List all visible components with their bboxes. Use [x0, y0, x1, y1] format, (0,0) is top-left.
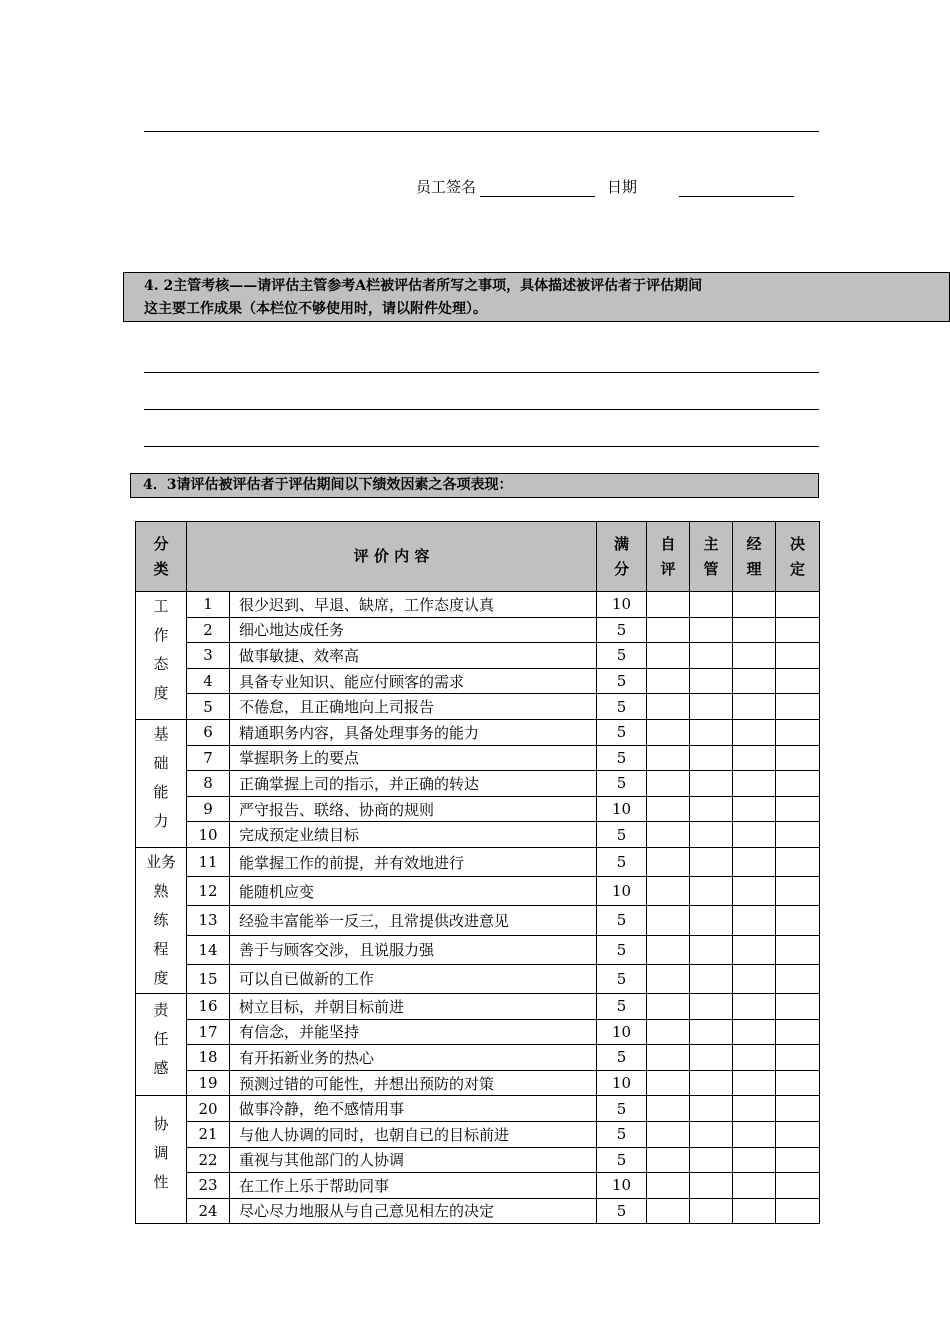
writing-line-3[interactable] [144, 446, 819, 447]
supervisor-score-cell[interactable] [690, 1070, 733, 1096]
self-score-cell[interactable] [647, 1147, 690, 1173]
decision-score-cell[interactable] [776, 1173, 820, 1199]
full-score-value: 5 [597, 643, 647, 669]
section-4-2-line1: 4. 2主管考核——请评估主管参考A栏被评估者所写之事项，具体描述被评估者于评估期间 [144, 278, 703, 294]
supervisor-score-cell[interactable] [690, 822, 733, 848]
decision-score-cell[interactable] [776, 668, 820, 694]
item-number: 18 [187, 1045, 230, 1071]
decision-score-cell[interactable] [776, 771, 820, 797]
manager-score-cell[interactable] [733, 592, 776, 618]
item-number: 23 [187, 1173, 230, 1199]
self-score-cell[interactable] [647, 1019, 690, 1045]
supervisor-score-cell[interactable] [690, 592, 733, 618]
header-decision: 决 定 [776, 522, 820, 592]
item-description: 具备专业知识、能应付顾客的需求 [230, 668, 597, 694]
self-score-cell[interactable] [647, 592, 690, 618]
item-description: 尽心尽力地服从与自己意见相左的决定 [230, 1198, 597, 1224]
self-score-cell[interactable] [647, 1121, 690, 1147]
manager-score-cell[interactable] [733, 964, 776, 993]
self-score-cell[interactable] [647, 877, 690, 906]
category-char: 熟 [153, 881, 169, 900]
category-char: 础 [153, 753, 169, 772]
table-row [136, 993, 820, 1019]
section-4-3-header [130, 473, 819, 498]
item-description: 预测过错的可能性，并想出预防的对策 [230, 1070, 597, 1096]
item-description: 有信念，并能坚持 [230, 1019, 597, 1045]
decision-score-cell[interactable] [776, 1096, 820, 1122]
table-row [136, 1173, 820, 1199]
table-row [136, 1045, 820, 1071]
category-cell [136, 719, 187, 847]
self-score-cell[interactable] [647, 668, 690, 694]
self-score-cell[interactable] [647, 617, 690, 643]
manager-score-cell[interactable] [733, 1198, 776, 1224]
supervisor-score-cell[interactable] [690, 1173, 733, 1199]
full-score-value: 5 [597, 668, 647, 694]
category-cell [136, 592, 187, 720]
full-score-value: 5 [597, 617, 647, 643]
writing-line-1[interactable] [144, 372, 819, 373]
item-description: 树立目标，并朝目标前进 [230, 993, 597, 1019]
manager-score-cell[interactable] [733, 935, 776, 964]
table-row [136, 745, 820, 771]
item-number: 21 [187, 1121, 230, 1147]
category-char: 力 [153, 811, 169, 830]
self-score-cell[interactable] [647, 1070, 690, 1096]
item-number: 17 [187, 1019, 230, 1045]
item-number: 6 [187, 719, 230, 745]
item-number: 19 [187, 1070, 230, 1096]
supervisor-score-cell[interactable] [690, 1147, 733, 1173]
item-number: 5 [187, 694, 230, 720]
item-description: 可以自已做新的工作 [230, 964, 597, 993]
item-number: 14 [187, 935, 230, 964]
full-score-value: 5 [597, 694, 647, 720]
table-row [136, 643, 820, 669]
decision-score-cell[interactable] [776, 935, 820, 964]
category-char: 能 [153, 782, 169, 801]
category-cell [136, 847, 187, 993]
category-char: 度 [153, 968, 169, 987]
item-number: 20 [187, 1096, 230, 1122]
manager-score-cell[interactable] [733, 1147, 776, 1173]
category-char: 性 [153, 1173, 169, 1192]
header-full-score: 满 分 [597, 522, 647, 592]
category-char: 业务 [145, 852, 176, 871]
manager-score-cell[interactable] [733, 617, 776, 643]
manager-score-cell[interactable] [733, 906, 776, 935]
header-manager: 经 理 [733, 522, 776, 592]
self-score-cell[interactable] [647, 643, 690, 669]
writing-line-top [144, 131, 819, 132]
table-row [136, 906, 820, 935]
category-char: 协 [153, 1115, 169, 1134]
full-score-value: 10 [597, 796, 647, 822]
item-number: 9 [187, 796, 230, 822]
item-description: 重视与其他部门的人协调 [230, 1147, 597, 1173]
decision-score-cell[interactable] [776, 906, 820, 935]
full-score-value: 5 [597, 719, 647, 745]
full-score-value: 5 [597, 1045, 647, 1071]
supervisor-score-cell[interactable] [690, 617, 733, 643]
decision-score-cell[interactable] [776, 1070, 820, 1096]
full-score-value: 5 [597, 1198, 647, 1224]
table-row [136, 668, 820, 694]
item-description: 掌握职务上的要点 [230, 745, 597, 771]
table-row [136, 877, 820, 906]
decision-score-cell[interactable] [776, 1147, 820, 1173]
table-row [136, 1096, 820, 1122]
category-char: 练 [153, 910, 169, 929]
table-row [136, 617, 820, 643]
manager-score-cell[interactable] [733, 643, 776, 669]
manager-score-cell[interactable] [733, 796, 776, 822]
header-content: 评 价 内 容 [187, 522, 597, 592]
supervisor-score-cell[interactable] [690, 668, 733, 694]
category-char: 调 [153, 1144, 169, 1163]
manager-score-cell[interactable] [733, 694, 776, 720]
manager-score-cell[interactable] [733, 993, 776, 1019]
supervisor-score-cell[interactable] [690, 1198, 733, 1224]
employee-signature-field[interactable] [480, 178, 595, 197]
manager-score-cell[interactable] [733, 822, 776, 848]
self-score-cell[interactable] [647, 1198, 690, 1224]
writing-line-2[interactable] [144, 409, 819, 410]
manager-score-cell[interactable] [733, 668, 776, 694]
manager-score-cell[interactable] [733, 1070, 776, 1096]
item-description: 精通职务内容，具备处理事务的能力 [230, 719, 597, 745]
full-score-value: 5 [597, 935, 647, 964]
self-score-cell[interactable] [647, 796, 690, 822]
manager-score-cell[interactable] [733, 847, 776, 876]
decision-score-cell[interactable] [776, 993, 820, 1019]
full-score-value: 5 [597, 1096, 647, 1122]
table-row [136, 822, 820, 848]
category-char: 感 [153, 1058, 169, 1077]
self-score-cell[interactable] [647, 694, 690, 720]
header-category: 分 类 [136, 522, 187, 592]
item-number: 16 [187, 993, 230, 1019]
item-number: 12 [187, 877, 230, 906]
decision-score-cell[interactable] [776, 719, 820, 745]
supervisor-score-cell[interactable] [690, 935, 733, 964]
full-score-value: 5 [597, 822, 647, 848]
category-cell [136, 993, 187, 1095]
item-description: 完成预定业绩目标 [230, 822, 597, 848]
supervisor-score-cell[interactable] [690, 964, 733, 993]
self-score-cell[interactable] [647, 745, 690, 771]
self-score-cell[interactable] [647, 719, 690, 745]
full-score-value: 5 [597, 993, 647, 1019]
category-char: 任 [153, 1029, 169, 1048]
section-4-2-line2: 这主要工作成果（本栏位不够使用时，请以附件处理）。 [144, 301, 487, 317]
category-char: 作 [153, 626, 169, 644]
full-score-value: 10 [597, 877, 647, 906]
item-number: 8 [187, 771, 230, 797]
manager-score-cell[interactable] [733, 1045, 776, 1071]
full-score-value: 5 [597, 1121, 647, 1147]
table-row [136, 592, 820, 618]
manager-score-cell[interactable] [733, 1121, 776, 1147]
table-row [136, 719, 820, 745]
category-cell [136, 1096, 187, 1224]
item-description: 能掌握工作的前提，并有效地进行 [230, 847, 597, 876]
full-score-value: 5 [597, 847, 647, 876]
self-score-cell[interactable] [647, 964, 690, 993]
item-description: 正确掌握上司的指示，并正确的转达 [230, 771, 597, 797]
item-number: 22 [187, 1147, 230, 1173]
manager-score-cell[interactable] [733, 1173, 776, 1199]
item-description: 有开拓新业务的热心 [230, 1045, 597, 1071]
item-number: 15 [187, 964, 230, 993]
item-description: 善于与顾客交涉，且说服力强 [230, 935, 597, 964]
decision-score-cell[interactable] [776, 592, 820, 618]
supervisor-score-cell[interactable] [690, 796, 733, 822]
self-score-cell[interactable] [647, 1045, 690, 1071]
self-score-cell[interactable] [647, 906, 690, 935]
supervisor-score-cell[interactable] [690, 771, 733, 797]
table-row [136, 1019, 820, 1045]
item-number: 4 [187, 668, 230, 694]
item-number: 10 [187, 822, 230, 848]
category-char: 态 [153, 655, 169, 673]
table-row [136, 1121, 820, 1147]
section-4-2-header [123, 272, 950, 322]
full-score-value: 5 [597, 771, 647, 797]
supervisor-score-cell[interactable] [690, 877, 733, 906]
item-number: 2 [187, 617, 230, 643]
full-score-value: 5 [597, 1147, 647, 1173]
category-char: 基 [153, 724, 169, 743]
item-description: 经验丰富能举一反三，且常提供改进意见 [230, 906, 597, 935]
manager-score-cell[interactable] [733, 1096, 776, 1122]
self-score-cell[interactable] [647, 771, 690, 797]
full-score-value: 10 [597, 1070, 647, 1096]
manager-score-cell[interactable] [733, 877, 776, 906]
item-number: 13 [187, 906, 230, 935]
decision-score-cell[interactable] [776, 694, 820, 720]
performance-evaluation-table [135, 521, 820, 1224]
full-score-value: 5 [597, 745, 647, 771]
category-char: 度 [153, 684, 169, 702]
manager-score-cell[interactable] [733, 745, 776, 771]
item-description: 严守报告、联络、协商的规则 [230, 796, 597, 822]
table-row [136, 694, 820, 720]
decision-score-cell[interactable] [776, 1045, 820, 1071]
decision-score-cell[interactable] [776, 822, 820, 848]
manager-score-cell[interactable] [733, 771, 776, 797]
item-number: 24 [187, 1198, 230, 1224]
supervisor-score-cell[interactable] [690, 906, 733, 935]
item-number: 3 [187, 643, 230, 669]
decision-score-cell[interactable] [776, 617, 820, 643]
item-description: 与他人协调的同时，也朝自已的目标前进 [230, 1121, 597, 1147]
supervisor-score-cell[interactable] [690, 1121, 733, 1147]
table-row [136, 1070, 820, 1096]
item-description: 细心地达成任务 [230, 617, 597, 643]
supervisor-score-cell[interactable] [690, 643, 733, 669]
table-header-row [136, 522, 820, 592]
supervisor-score-cell[interactable] [690, 1096, 733, 1122]
category-char: 工 [153, 597, 169, 615]
item-description: 能随机应变 [230, 877, 597, 906]
full-score-value: 10 [597, 1173, 647, 1199]
supervisor-score-cell[interactable] [690, 1019, 733, 1045]
decision-score-cell[interactable] [776, 1019, 820, 1045]
manager-score-cell[interactable] [733, 719, 776, 745]
supervisor-score-cell[interactable] [690, 719, 733, 745]
item-description: 很少迟到、早退、缺席，工作态度认真 [230, 592, 597, 618]
item-description: 做事敏捷、效率高 [230, 643, 597, 669]
supervisor-score-cell[interactable] [690, 993, 733, 1019]
signature-row [416, 176, 794, 197]
table-row [136, 796, 820, 822]
self-score-cell[interactable] [647, 1173, 690, 1199]
table-row [136, 964, 820, 993]
table-row [136, 771, 820, 797]
item-number: 11 [187, 847, 230, 876]
item-description: 在工作上乐于帮助同事 [230, 1173, 597, 1199]
employee-signature-label: 员工签名 [416, 178, 477, 196]
decision-score-cell[interactable] [776, 877, 820, 906]
table-row [136, 1147, 820, 1173]
date-field[interactable] [679, 178, 794, 197]
table-row [136, 847, 820, 876]
decision-score-cell[interactable] [776, 964, 820, 993]
date-label: 日期 [607, 178, 638, 196]
supervisor-score-cell[interactable] [690, 847, 733, 876]
decision-score-cell[interactable] [776, 847, 820, 876]
item-description: 做事冷静，绝不感情用事 [230, 1096, 597, 1122]
full-score-value: 5 [597, 906, 647, 935]
self-score-cell[interactable] [647, 935, 690, 964]
decision-score-cell[interactable] [776, 745, 820, 771]
full-score-value: 10 [597, 1019, 647, 1045]
supervisor-score-cell[interactable] [690, 745, 733, 771]
decision-score-cell[interactable] [776, 643, 820, 669]
supervisor-score-cell[interactable] [690, 694, 733, 720]
header-self-eval: 自 评 [647, 522, 690, 592]
item-number: 1 [187, 592, 230, 618]
self-score-cell[interactable] [647, 1096, 690, 1122]
self-score-cell[interactable] [647, 822, 690, 848]
self-score-cell[interactable] [647, 847, 690, 876]
item-description: 不倦怠，且正确地向上司报告 [230, 694, 597, 720]
manager-score-cell[interactable] [733, 1019, 776, 1045]
self-score-cell[interactable] [647, 993, 690, 1019]
decision-score-cell[interactable] [776, 1198, 820, 1224]
full-score-value: 10 [597, 592, 647, 618]
item-number: 7 [187, 745, 230, 771]
table-row [136, 1198, 820, 1224]
header-supervisor: 主 管 [690, 522, 733, 592]
category-char: 责 [153, 1000, 169, 1019]
decision-score-cell[interactable] [776, 1121, 820, 1147]
section-4-3-title: 4．3请评估被评估者于评估期间以下绩效因素之各项表现： [143, 477, 513, 493]
supervisor-score-cell[interactable] [690, 1045, 733, 1071]
decision-score-cell[interactable] [776, 796, 820, 822]
category-char: 程 [153, 939, 169, 958]
full-score-value: 5 [597, 964, 647, 993]
table-row [136, 935, 820, 964]
